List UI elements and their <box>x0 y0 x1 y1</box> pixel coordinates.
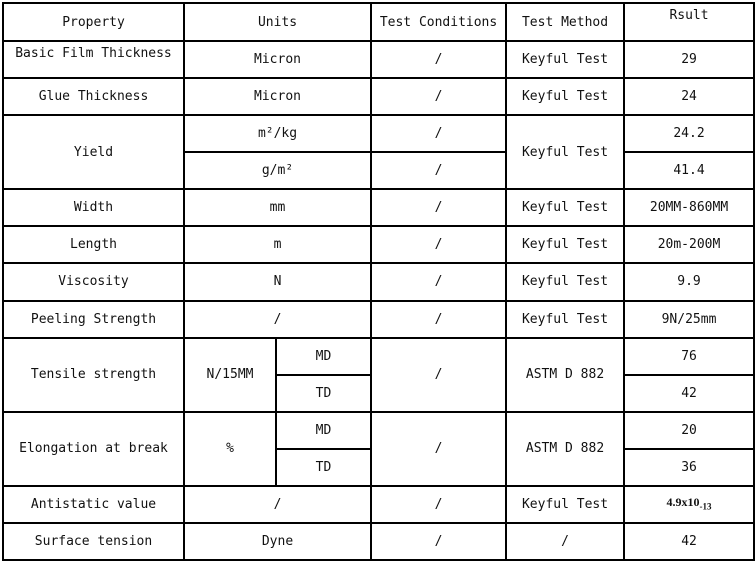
result-cell: 76 <box>624 338 754 375</box>
result-cell: 24 <box>624 78 754 115</box>
method-cell: Keyful Test <box>506 115 624 189</box>
table-row <box>3 486 754 523</box>
property-cell: Basic Film Thickness <box>3 41 184 78</box>
table-row <box>3 226 754 263</box>
conditions-cell: / <box>371 301 506 338</box>
table-row <box>3 263 754 300</box>
spec-table <box>2 2 755 561</box>
conditions-cell: / <box>371 486 506 523</box>
units-cell: % <box>184 412 276 486</box>
result-cell: 24.2 <box>624 115 754 152</box>
units-cell: Micron <box>184 41 371 78</box>
property-cell: Peeling Strength <box>3 301 184 338</box>
property-cell: Yield <box>3 115 184 189</box>
conditions-cell: / <box>371 78 506 115</box>
conditions-cell: / <box>371 338 506 412</box>
property-cell: Antistatic value <box>3 486 184 523</box>
units-cell: / <box>184 301 371 338</box>
conditions-cell: / <box>371 523 506 560</box>
method-cell: Keyful Test <box>506 189 624 226</box>
result-exponent: -13 <box>699 501 712 512</box>
conditions-cell: / <box>371 41 506 78</box>
header-property: Property <box>3 3 184 41</box>
table-row <box>3 189 754 226</box>
property-cell: Tensile strength <box>3 338 184 412</box>
result-cell: 42 <box>624 375 754 412</box>
table-row <box>3 301 754 338</box>
header-result: Rsult <box>624 3 754 41</box>
method-cell: Keyful Test <box>506 41 624 78</box>
method-cell: ASTM D 882 <box>506 412 624 486</box>
table-row <box>3 78 754 115</box>
conditions-cell: / <box>371 189 506 226</box>
table-row <box>3 523 754 560</box>
result-cell: 36 <box>624 449 754 486</box>
units-cell: g/m² <box>184 152 371 189</box>
result-cell: 20 <box>624 412 754 449</box>
method-cell: ASTM D 882 <box>506 338 624 412</box>
table-row <box>3 338 754 375</box>
property-cell: Glue Thickness <box>3 78 184 115</box>
method-cell: Keyful Test <box>506 226 624 263</box>
header-test-method: Test Method <box>506 3 624 41</box>
conditions-cell: / <box>371 263 506 300</box>
units-cell: Micron <box>184 78 371 115</box>
property-cell: Surface tension <box>3 523 184 560</box>
result-base: 4.9x10 <box>666 494 700 509</box>
property-cell: Width <box>3 189 184 226</box>
table-row <box>3 412 754 449</box>
direction-cell: MD <box>276 412 371 449</box>
result-cell: 9.9 <box>624 263 754 300</box>
direction-cell: TD <box>276 375 371 412</box>
method-cell: Keyful Test <box>506 486 624 523</box>
header-units: Units <box>184 3 371 41</box>
property-cell: Elongation at break <box>3 412 184 486</box>
units-cell: m <box>184 226 371 263</box>
result-cell: 20MM-860MM <box>624 189 754 226</box>
direction-cell: MD <box>276 338 371 375</box>
conditions-cell: / <box>371 152 506 189</box>
conditions-cell: / <box>371 115 506 152</box>
method-cell: Keyful Test <box>506 263 624 300</box>
header-row <box>3 3 754 41</box>
units-cell: N/15MM <box>184 338 276 412</box>
method-cell: Keyful Test <box>506 301 624 338</box>
units-cell: / <box>184 486 371 523</box>
table-row <box>3 115 754 152</box>
units-cell: mm <box>184 189 371 226</box>
direction-cell: TD <box>276 449 371 486</box>
units-cell: N <box>184 263 371 300</box>
property-cell: Length <box>3 226 184 263</box>
units-cell: Dyne <box>184 523 371 560</box>
method-cell: Keyful Test <box>506 78 624 115</box>
header-test-conditions: Test Conditions <box>371 3 506 41</box>
table-row <box>3 41 754 78</box>
result-cell: 9N/25mm <box>624 301 754 338</box>
result-cell: 20m-200M <box>624 226 754 263</box>
conditions-cell: / <box>371 226 506 263</box>
result-cell: 42 <box>624 523 754 560</box>
result-cell: 29 <box>624 41 754 78</box>
conditions-cell: / <box>371 412 506 486</box>
method-cell: / <box>506 523 624 560</box>
property-cell: Viscosity <box>3 263 184 300</box>
units-cell: m²/kg <box>184 115 371 152</box>
result-cell <box>624 486 754 523</box>
result-cell: 41.4 <box>624 152 754 189</box>
